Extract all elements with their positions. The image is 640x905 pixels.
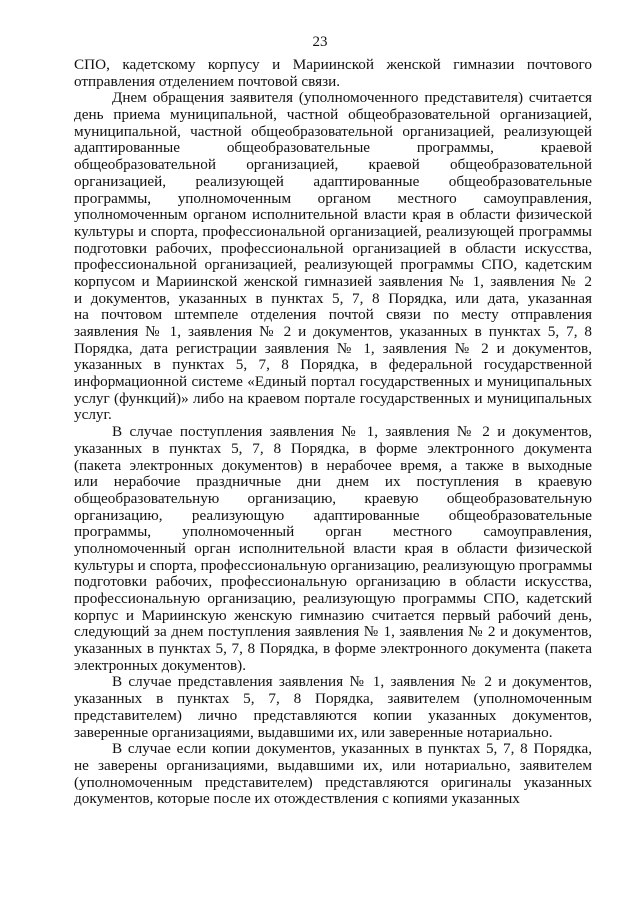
text-line: на почтовом штемпеле отделения почтой связи по месту отправления [74, 306, 592, 324]
text-line: СПО, кадетскому корпусу и Мариинской женской гимназии почтового [74, 56, 592, 73]
text-line: муниципальной, частной общеобразовательной организацией, реализующей [74, 122, 592, 140]
text-line: культуры и спорта, профессиональную организацию, реализующую программы [74, 556, 593, 574]
text-line: или нерабочие праздничные дни днем их поступления в краевую [74, 473, 592, 491]
text-line: уполномоченным органом исполнительной власти края в области физической [74, 206, 592, 224]
paragraph [74, 90, 592, 424]
text-line: указанных в пунктах 5, 7, 8 Порядка, заявителем (уполномоченным [74, 690, 592, 708]
text-line: представителем) лично представляются копии указанных документов, [74, 706, 592, 724]
document-body [74, 57, 592, 808]
text-line: корпус и Мариинскую женскую гимназию считается первый рабочий день, [74, 606, 592, 624]
text-line: указанных в пунктах 5, 7, 8 Порядка, в форме электронного документа (пакета [74, 640, 592, 658]
text-line: указанных в пунктах 5, 7, 8 Порядка, в федеральной государственной [74, 356, 592, 374]
page-number: 23 [312, 34, 328, 50]
text-line: общеобразовательной организацией, краевой общеобразовательной [74, 156, 592, 174]
text-line: и документов, указанных в пунктах 5, 7, 8 Порядка, или дата, указанная [74, 289, 592, 307]
paragraph [74, 57, 592, 90]
text-line: следующий за днем поступления заявления № 1, заявления № 2 и документов, [74, 623, 592, 641]
text-line: (уполномоченным представителем) представляются оригиналы указанных [74, 773, 592, 791]
text-line: профессиональной организацией, реализующей программы СПО, кадетским [74, 256, 592, 274]
text-line: В случае если копии документов, указанных в пунктах 5, 7, 8 Порядка, [112, 740, 592, 758]
text-line: услуг (функций)» либо на краевом портале государственных и муниципальных [74, 389, 592, 407]
text-line: В случае представления заявления № 1, заявления № 2 и документов, [112, 673, 592, 691]
paragraph [74, 741, 592, 808]
text-line: (пакета электронных документов) в нерабочее время, а также в выходные [74, 456, 592, 474]
text-line: информационной системе «Единый портал государственных и муниципальных [74, 373, 592, 391]
text-line: корпусом и Мариинской женской гимназией заявления № 1, заявления № 2 [74, 272, 592, 290]
text-line: документов, которые после их отождествления с копиями указанных [74, 790, 520, 808]
text-line: общеобразовательную организацию, краевую общеобразовательную [74, 489, 592, 507]
text-line: Днем обращения заявителя (уполномоченного представителя) считается [112, 89, 592, 107]
text-line: отправления отделением почтовой связи. [74, 72, 341, 90]
text-line: указанных в пунктах 5, 7, 8 Порядка, в форме электронного документа [74, 439, 592, 457]
text-line: заявления № 1, заявления № 2 и документов, указанных в пунктах 5, 7, 8 [74, 323, 592, 340]
text-line: подготовки рабочих, профессиональную организацию в области искусства, [74, 573, 592, 591]
text-line: день приема муниципальной, частной общеобразовательной организацией, [74, 106, 592, 124]
text-line: культуры и спорта, профессиональной организацией, реализующей программы [74, 222, 592, 240]
text-line: уполномоченный орган исполнительной власти края в области физической [74, 539, 592, 557]
text-line: программы, уполномоченным органом местного самоуправления, [74, 189, 592, 207]
text-line: В случае поступления заявления № 1, заявления № 2 и документов, [112, 423, 592, 441]
paragraph [74, 424, 592, 674]
text-line: Порядка, дата регистрации заявления № 1, заявления № 2 и документов, [74, 339, 592, 357]
text-line: адаптированные общеобразовательные программы, краевой [74, 139, 592, 157]
text-line: профессиональную организацию, реализующую программы СПО, кадетский [74, 590, 592, 607]
text-line: услуг. [74, 406, 112, 424]
text-line: организацию, реализующую адаптированные общеобразовательные [74, 506, 592, 524]
paragraph [74, 674, 592, 741]
text-line: организацией, реализующей адаптированные общеобразовательные [74, 172, 592, 190]
text-line: заверенные организациями, выдавшими их, или заверенные нотариально. [74, 723, 553, 741]
text-line: электронных документов). [74, 656, 247, 674]
text-line: программы, уполномоченный орган местного самоуправления, [74, 523, 592, 541]
text-line: подготовки рабочих, профессиональной организацией в области искусства, [74, 239, 592, 257]
text-line: не заверены организациями, выдавшими их, или нотариально, заявителем [74, 756, 592, 774]
